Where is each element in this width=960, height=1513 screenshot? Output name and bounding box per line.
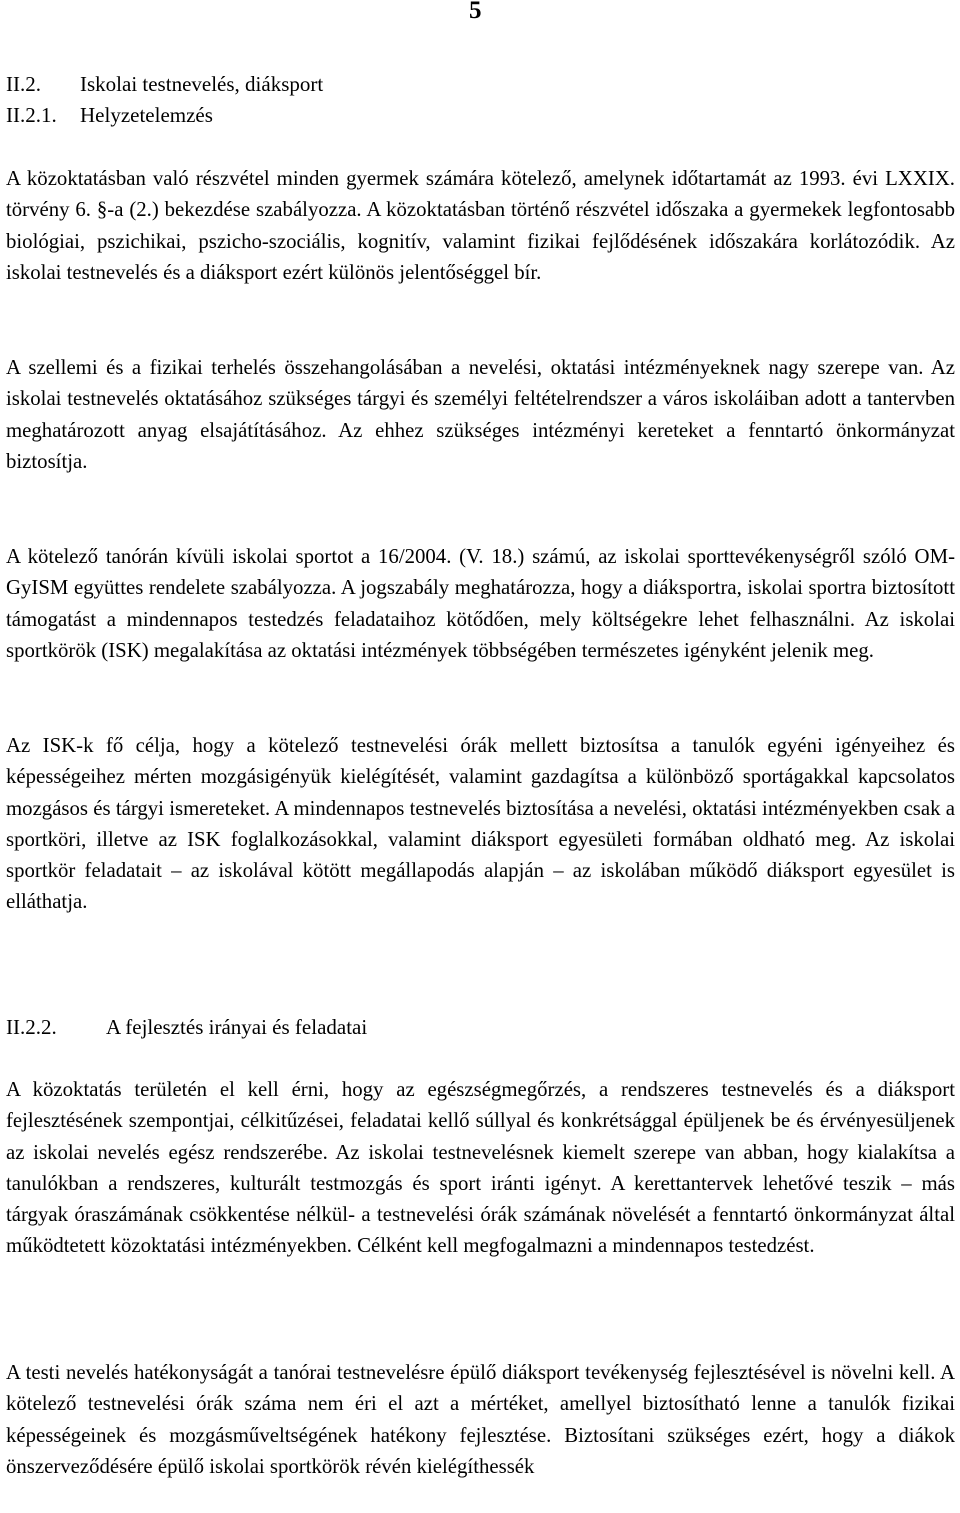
paragraph-5: A közoktatás területén el kell érni, hogy az egészségmegőrzés, a rendszeres testnevelés és a diáksport fejlesztésének szempontjai, célkitűzései, feladatai kellő súllyal és konkrétsággal épüljenek be és érvényesüljenek az iskolai nevelés egész rendszerébe. Az iskolai testnevelésnek kiemelt szerepe van abban, hogy kialakítsa a tanulókban a rendszeres, kulturált testmozgás és sport iránti igényt. A kerettantervek lehetővé teszik – más tárgyak óraszámának csökkentése nélkül- a testnevelési órák számának növelését a fenntartó önkormányzat által működtetett közoktatási intézményekben. Célként kell megfogalmazni a mindennapos testedzést. [6, 1078, 955, 1258]
section-title: Iskolai testnevelés, diáksport [80, 72, 324, 96]
section-heading-ii-2 [6, 68, 323, 100]
section-number: II.2. [6, 72, 41, 96]
paragraph-1: A közoktatásban való részvétel minden gyermek számára kötelező, amelynek időtartamát az 1993. évi LXXIX. törvény 6. §-a (2.) bekezdése szabályozza. A közoktatásban történő részvétel időszaka a gyermekek legfontosabb biológiai, pszichikai, pszicho-szociális, kognitív, valamint fizikai fejlődésének időszakára korlátozódik. Az iskolai testnevelés és a diáksport ezért különös jelentőséggel bír. [6, 167, 955, 284]
section-heading-ii-2-2 [6, 1011, 367, 1043]
paragraph-3: A kötelező tanórán kívüli iskolai sportot a 16/2004. (V. 18.) számú, az iskolai sporttevékenységről szóló OM-GyISM együttes rendelete szabályozza. A jogszabály meghatározza, hogy a diáksportra, iskolai sportra biztosított támogatást a mindennapos testedzés feladataihoz kötődően, mely költségekre lehet felhasználni. Az iskolai sportkörök (ISK) megalakítása az oktatási intézmények többségében természetes igényként jelenik meg. [6, 545, 955, 662]
section-heading-ii-2-1 [6, 99, 213, 131]
section-title: Helyzetelemzés [80, 103, 213, 127]
section-number: II.2.1. [6, 103, 57, 127]
section-title: A fejlesztés irányai és feladatai [106, 1015, 368, 1039]
section-number: II.2.2. [6, 1015, 57, 1039]
paragraph-2: A szellemi és a fizikai terhelés összehangolásában a nevelési, oktatási intézményeknek nagy szerepe van. Az iskolai testnevelés oktatásához szükséges tárgyi és személyi feltételrendszer a város iskoláiban adott a tantervben meghatározott anyag elsajátításához. Az ehhez szükséges intézményi kereteket a fenntartó önkormányzat biztosítja. [6, 356, 955, 473]
paragraph-4: Az ISK-k fő célja, hogy a kötelező testnevelési órák mellett biztosítsa a tanulók egyéni igényeihez és képességeihez mérten mozgásigényük kielégítését, valamint gazdagítsa a különböző sportágakkal kapcsolatos mozgásos és tárgyi ismereteket. A mindennapos testnevelés biztosítása a nevelési, oktatási intézményekben csak a sportköri, illetve az ISK foglalkozásokkal, valamint diáksport egyesületi formában oldható meg. Az iskolai sportkör feladatait – az iskolával kötött megállapodás alapján – az iskolában működő diáksport egyesület is elláthatja. [6, 734, 955, 914]
paragraph-6: A testi nevelés hatékonyságát a tanórai testnevelésre épülő diáksport tevékenység fejlesztésével is növelni kell. A kötelező testnevelési órák száma nem éri el azt a mértéket, amellyel biztosítható lenne a tanulók fizikai képességeinek és mozgásműveltségének hatékony fejlesztése. Biztosítani szükséges ezért, hogy a diákok önszerveződésére épülő iskolai sportkörök révén kielégíthessék [6, 1361, 955, 1478]
page-number: 5 [469, 0, 482, 24]
